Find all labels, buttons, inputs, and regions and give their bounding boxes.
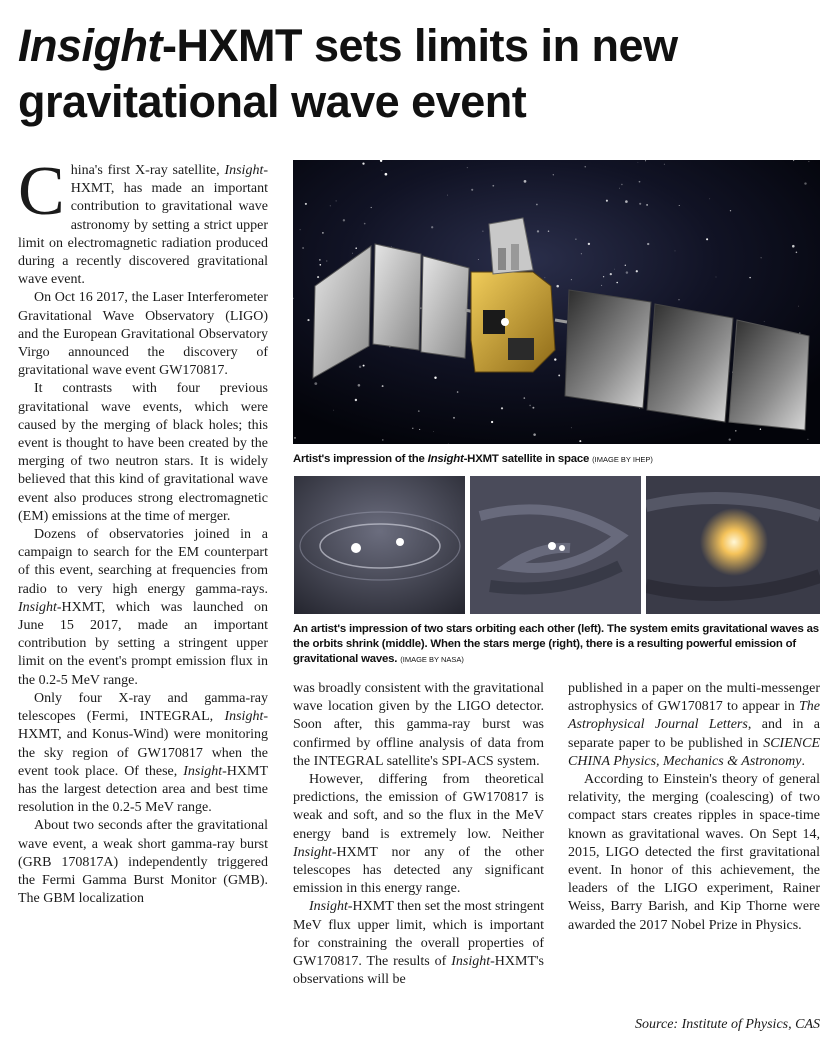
article-column-2 [293,680,544,989]
star [434,376,436,378]
star [556,285,559,288]
star [382,170,383,171]
headline-rest: -HXMT sets limits in new gravitational wave event [18,20,678,127]
star [418,410,420,412]
p1-text-c: -HXMT, has made an important contribution to gravitational wave astronomy by setting a strict upper limit on electromagnetic radiation produced during a recently discovered gravitational wave event. [18,163,268,288]
star [447,195,448,196]
caption1-text-b: Insight [427,453,464,465]
star [553,174,554,175]
star [585,166,586,167]
star [798,306,799,307]
star [614,269,615,270]
star [491,421,493,423]
star [679,205,680,206]
star [482,231,483,232]
paragraph-5 [18,690,268,817]
star [412,428,413,429]
headline-italic: Insight [18,20,162,71]
star [796,252,798,254]
star [558,374,560,376]
orbiting-stars-illustration [294,476,465,614]
star [333,410,334,411]
star [548,230,549,231]
star [336,200,337,201]
orbit-panel-middle [470,476,641,614]
star [804,182,806,184]
paragraph-1 [18,153,268,289]
p8-text-c: -HXMT nor any of the other telescopes has detected any significant emission in this energy range. [293,844,544,897]
p10-text-a: published in a paper on the multi-messenger astrophysics of GW170817 to appear in [568,681,820,715]
star [571,427,572,428]
merger-panel-right [646,476,820,614]
star [716,277,717,278]
headline [18,18,828,130]
star [678,299,679,300]
p8-text-b: Insight [293,844,332,860]
star [524,180,527,183]
star [371,207,372,208]
star [601,285,602,286]
star [639,203,641,205]
star [537,230,539,232]
p10-text-d: SCIENCE CHINA Physics, Mechanics & Astronomy [568,735,820,769]
star [319,264,321,266]
star [391,246,392,247]
caption2-credit: (IMAGE BY NASA) [400,655,464,664]
paragraph-4 [18,526,268,690]
star [625,200,628,203]
star [362,162,364,164]
p10-text-c: , and in a separate paper to be published in [568,717,820,751]
star [536,204,538,206]
paragraph-8 [293,771,544,898]
star [300,229,301,230]
paragraph-10 [568,680,820,771]
star [761,257,762,258]
star [625,265,626,266]
paragraph-9 [293,898,544,989]
p5-text-a: Only four X-ray and gamma-ray telescopes (Fermi, INTEGRAL, [18,690,268,725]
p5-text-e: -HXMT has the largest detection area and best time resolution in the 0.2-5 MeV range. [18,763,268,816]
star [575,239,576,240]
source-credit: Source: Institute of Physics, CAS [635,1017,820,1032]
star [358,384,361,387]
star [636,270,638,272]
star [581,253,582,254]
star [431,226,433,228]
star [533,433,536,436]
star [730,210,731,211]
star [359,366,361,368]
star [385,173,388,176]
p9-text-c: Insight [451,954,491,970]
star [419,429,420,430]
star [467,167,468,168]
star [646,204,648,206]
star [355,399,357,401]
shrinking-orbit-illustration [470,476,641,614]
star [606,200,608,202]
star [448,443,449,444]
star [579,440,581,442]
star [319,259,320,260]
star [735,430,736,431]
star [545,277,546,278]
star [603,276,604,277]
star [760,428,761,429]
star [638,162,639,163]
p5-text-c: -HXMT, and Konus-Wind) were monitoring the sky region of GW170817 when the event took place. Of these, [18,709,268,779]
star [621,184,622,185]
star [433,431,434,432]
p5-text-d: Insight [183,763,223,779]
p4-text-b: Insight [18,599,57,615]
star [807,439,808,440]
figure1-caption [293,452,823,467]
star [524,397,526,399]
star [382,439,384,441]
star [352,253,353,254]
p8-text-a: However, differing from theoretical predictions, the emission of GW170817 is weak and soft, and so the flux in the MeV energy band is extremely low. Neither [293,772,544,842]
p9-text-b: -HXMT then set the most stringent MeV flux upper limit, which is important for constraining the overall properties of GW170817. The results of [293,899,544,970]
p10-text-b: The Astrophysical Journal Letters [568,699,820,733]
p1-text-b: Insight [224,163,264,178]
star [588,243,590,245]
star [307,319,309,321]
star [326,260,327,261]
p9-text-d: -HXMT's observations will be [293,954,544,988]
star [355,247,357,249]
star [706,238,708,240]
caption1-credit: (IMAGE BY IHEP) [592,455,653,464]
p5-text-b: Insight [224,709,264,725]
star-merger-illustration [646,476,820,614]
star [532,407,534,409]
satellite-image [293,160,820,444]
p9-text-a: Insight [309,899,348,915]
star [675,251,676,252]
caption1-text-c: -HXMT satellite in space [463,453,590,465]
p1-text-a: hina's first X-ray satellite, [70,163,225,178]
drop-cap: C [18,153,65,230]
star [363,365,365,367]
star [330,206,331,207]
star [610,273,612,275]
paragraph-6: About two seconds after the gravitational wave event, a weak short gamma-ray burst (GRB 170817A) independently triggered the Fermi Gamma Burst Monitor (GMB). The GBM localization [18,818,268,907]
star [471,189,473,191]
p4-text-c: -HXMT, which was launched on June 15 2017, made an important contribution by setting a stringent upper limit on the event's prompt emission flux in the 0.2-5 MeV range. [18,599,268,688]
star [749,277,750,278]
star [645,160,646,161]
star [529,405,531,407]
star [639,181,641,183]
star [457,391,459,393]
star [382,385,384,387]
article-column-3 [568,680,820,935]
figure2-caption [293,622,823,667]
star [322,232,324,234]
star [626,271,628,273]
star [305,203,307,205]
paragraph-7: was broadly consistent with the gravitational wave location given by the LIGO detector. Soon after, this gamma-ray burst was confirmed by offline analysis of data from the INTEGRAL satellite's SPI-ACS system. [293,681,544,769]
star [478,259,479,260]
star [314,382,317,385]
paragraph-2: On Oct 16 2017, the Laser Interferometer Gravitational Wave Observatory (LIGO) and the European Gravitational Observatory Virgo announced the discovery of gravitational wave event GW170817. [18,290,268,379]
star [792,245,795,248]
star [619,188,620,189]
star [343,219,345,221]
p10-text-e: . [801,753,805,769]
paragraph-11: According to Einstein's theory of general relativity, the merging (coalescing) of two compact stars creates ripples in space-time known as gravitational waves. On Sept 14, 2015, LIGO detected the first gravitational event. In honor of this achievement, the leaders of the LIGO experiment, Rainer Weiss, Barry Barish, and Kip Thorne were awarded the 2017 Nobel Prize in Physics. [568,772,820,933]
star [616,282,618,284]
star [664,164,665,165]
star [364,223,366,225]
star [554,358,556,360]
satellite-illustration [293,160,820,444]
star [302,247,304,249]
star [453,417,455,419]
star [317,276,319,278]
star [729,438,731,440]
star [294,437,296,439]
star [647,243,649,245]
star [571,279,572,280]
star [492,185,494,187]
paragraph-3: It contrasts with four previous gravitational wave events, which were caused by the merging of black holes; this event is thought to have been created by the merging of two neutron stars. It is widely believed that this kind of gravitational wave event also produces strong electromagnetic (EM) emissions at the time of merger. [18,381,268,524]
star [501,407,503,409]
star [709,198,710,199]
star [764,321,765,322]
article-column-1 [18,153,268,908]
star [808,161,809,162]
p4-text-a: Dozens of observatories joined in a campaign to search for the EM counterpart of this event, searching at frequencies from radio to very high energy gamma-rays. [18,527,268,597]
caption2-text: An artist's impression of two stars orbiting each other (left). The system emits gravitational waves as the orbits shrink (middle). When the stars merge (right), there is a resulting powerful emission of gravitational waves. [293,623,819,665]
orbit-panel-left [294,476,465,614]
caption1-text-a: Artist's impression of the [293,453,428,465]
